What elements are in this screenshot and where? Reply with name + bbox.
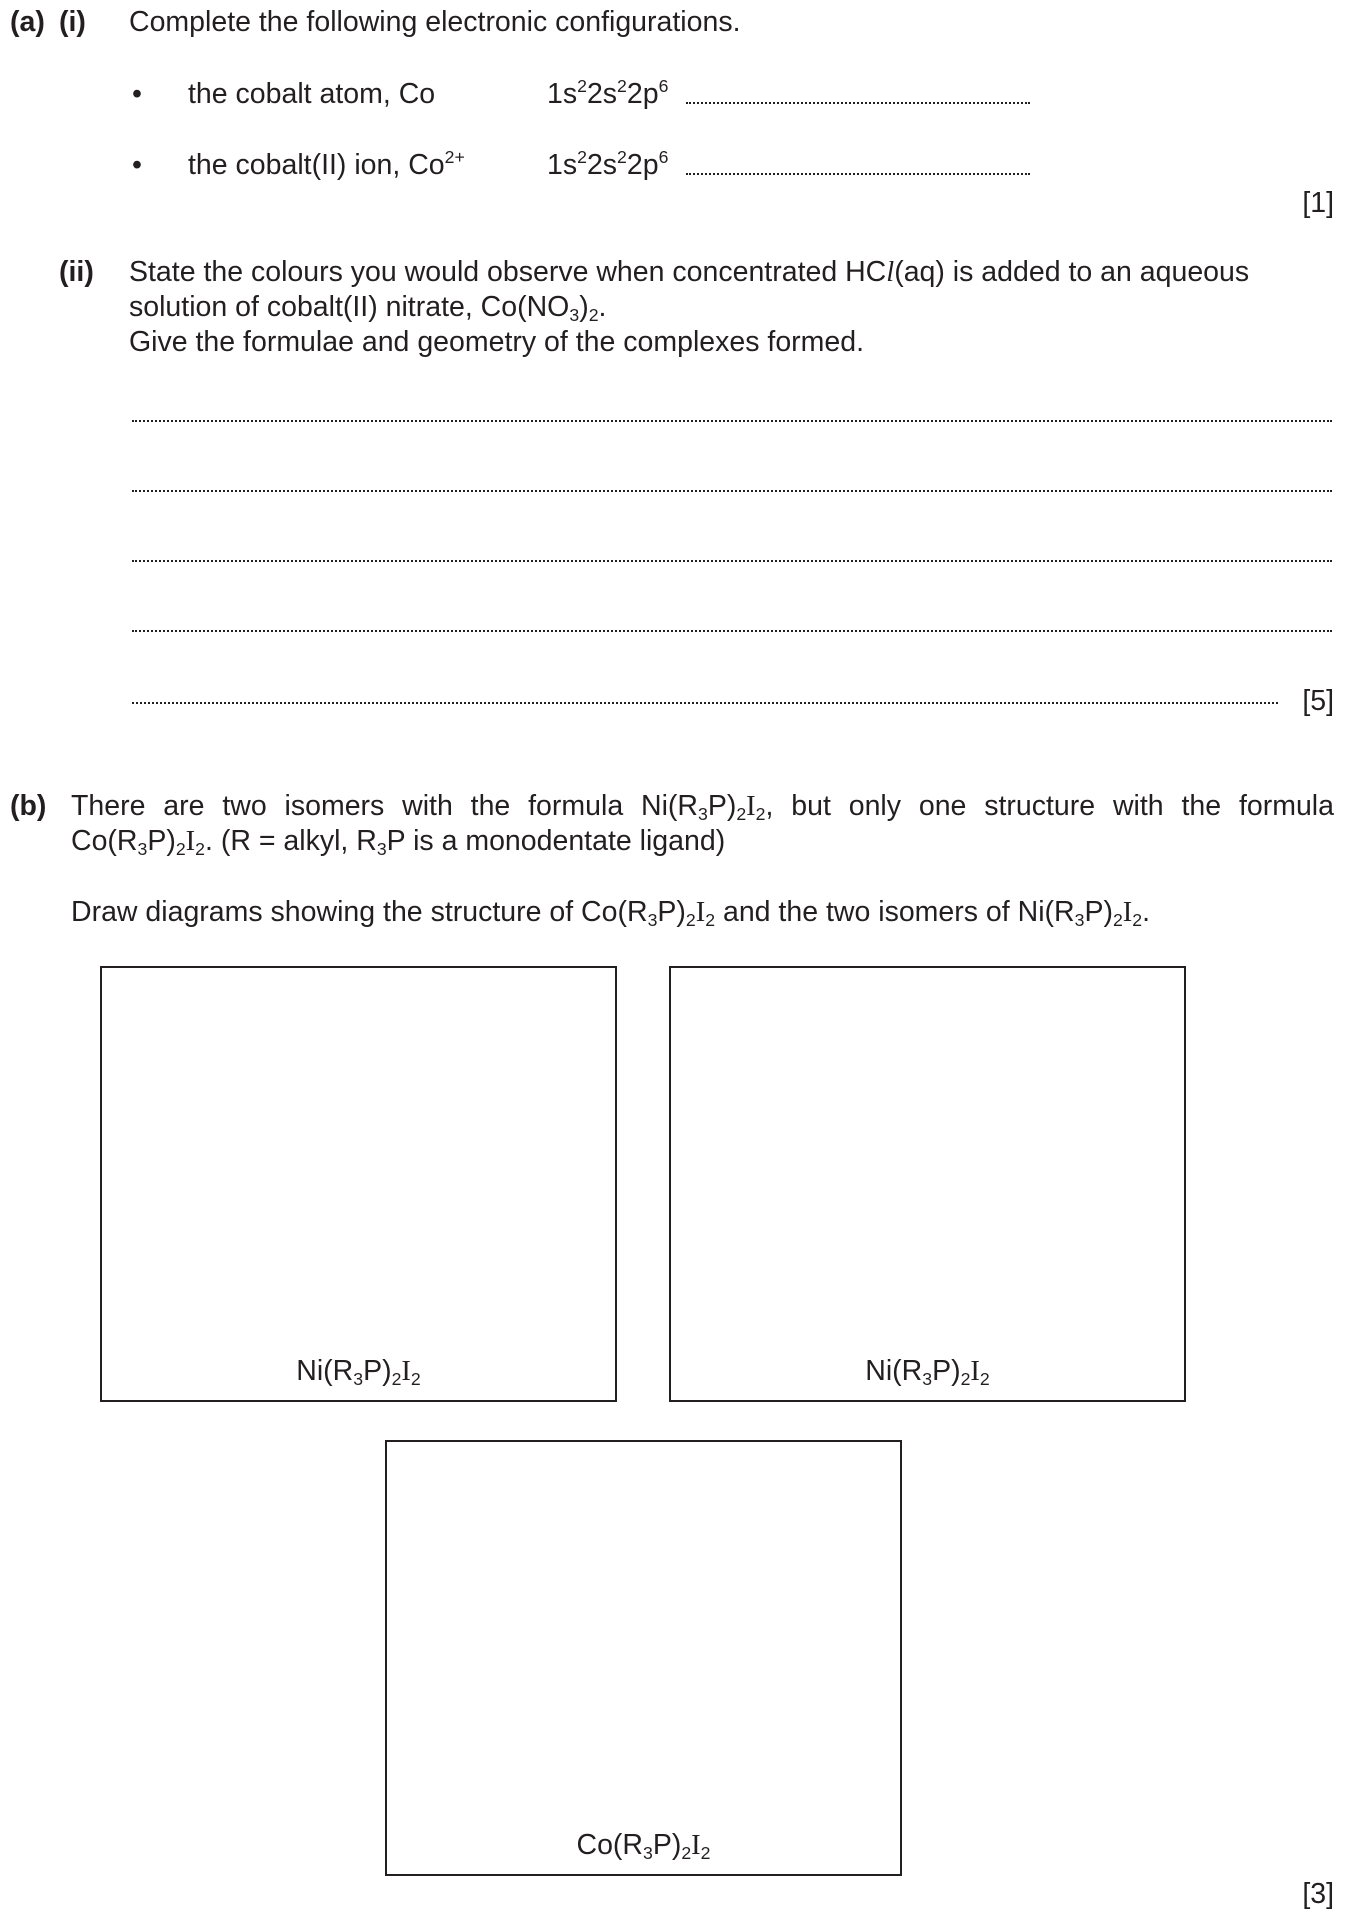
part-b-line1: There are two isomers with the formula $Ni(R_3P)_2I_2$, but only one structure with the formula xyxy=(71,790,1334,824)
part-a-ii-line2: solution of cobalt(II) nitrate, $Co(NO_3)_2$. xyxy=(129,291,607,325)
answer-line[interactable] xyxy=(132,630,1332,632)
ni-isomer-1-drawing-box[interactable] xyxy=(100,966,617,1402)
ni-isomer-1-label: $Ni(R_3P)_2I_2$ xyxy=(296,1354,421,1389)
ni-isomer-2-label: $Ni(R_3P)_2I_2$ xyxy=(865,1354,990,1389)
part-a-i-label: (i) xyxy=(59,6,86,38)
co-complex-drawing-box[interactable] xyxy=(385,1440,902,1876)
part-a-i-prompt: Complete the following electronic configurations. xyxy=(129,6,741,38)
answer-line[interactable] xyxy=(132,560,1332,562)
cobalt-ion-label: the cobalt(II) ion, $Co^{2+}$ xyxy=(188,147,465,181)
part-a-ii-line3: Give the formulae and geometry of the complexes formed. xyxy=(129,326,865,358)
part-a-ii-line1: State the colours you would observe when concentrated HCl(aq) is added to an aqueous xyxy=(129,256,1250,288)
part-b-instruction: Draw diagrams showing the structure of $Co(R_3P)_2I_2$ and the two isomers of $Ni(R_3P)_2I_2$. xyxy=(71,896,1151,930)
answer-line[interactable] xyxy=(132,420,1332,422)
answer-line[interactable] xyxy=(132,702,1278,704)
ni-isomer-2-drawing-box[interactable] xyxy=(669,966,1186,1402)
bullet: • xyxy=(132,149,142,181)
answer-line[interactable] xyxy=(132,490,1332,492)
marks-a-ii: [5] xyxy=(1302,685,1334,717)
cobalt-atom-label: the cobalt atom, Co xyxy=(188,78,436,110)
marks-a-i: [1] xyxy=(1302,187,1334,219)
cobalt-atom-answer-line[interactable] xyxy=(686,102,1030,104)
cobalt-ion-answer-line[interactable] xyxy=(686,173,1030,175)
bullet: • xyxy=(132,78,142,110)
part-b-line2: $Co(R_3P)_2I_2$. (R = alkyl, $R_3P$ is a monodentate ligand) xyxy=(71,825,726,859)
marks-b: [3] xyxy=(1302,1878,1334,1910)
part-b-label: (b) xyxy=(10,790,47,822)
part-a-ii-label: (ii) xyxy=(59,256,94,288)
part-a-label: (a) xyxy=(10,6,45,38)
cobalt-atom-config: $1s^22s^22p^6$ xyxy=(547,76,669,110)
cobalt-ion-config: $1s^22s^22p^6$ xyxy=(547,147,669,181)
co-complex-label: $Co(R_3P)_2I_2$ xyxy=(576,1828,711,1863)
